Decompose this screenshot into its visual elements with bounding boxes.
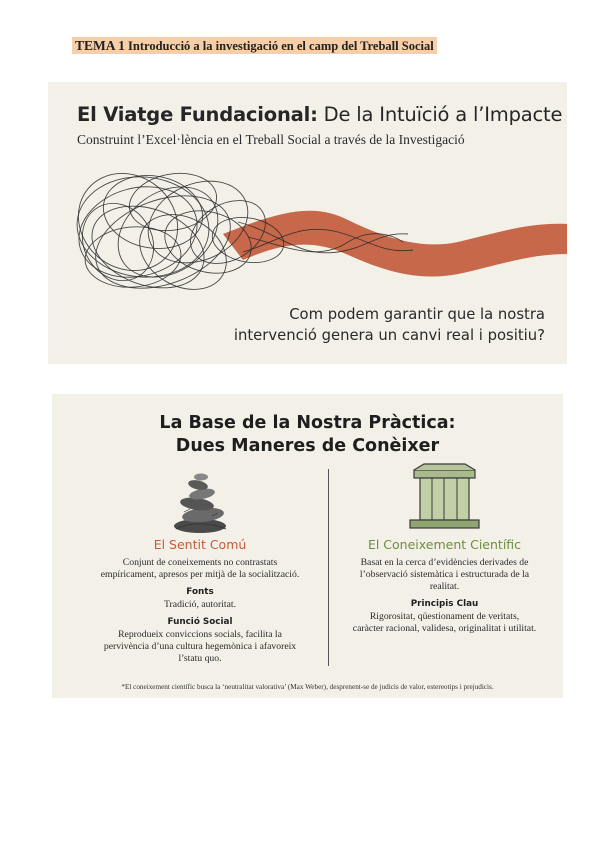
principis-clau-label: Principis Clau — [410, 599, 479, 609]
funcio-line: l’statu quo. — [178, 653, 222, 664]
description-line: Basat en la cerca d’evidències derivades de — [360, 557, 529, 568]
principis-line: caràcter racional, validesa, originalitat i utilitat. — [352, 623, 537, 634]
ribbon-shape — [223, 211, 567, 277]
tema-label: TEMA 1 — [75, 38, 125, 53]
principis-line: Rigorositat, qüestionament de veritats, — [369, 611, 520, 622]
slide-base-practica — [52, 394, 563, 698]
description-line: Conjunt de coneixements no contrastats — [122, 557, 278, 568]
coneixement-cientific-heading: El Coneixement Científic — [367, 537, 522, 552]
coneixement-cientific-description — [338, 557, 551, 593]
pillar-icon — [338, 462, 551, 534]
column-divider — [328, 469, 329, 666]
slide1-title-rest: De la Intuïció a l’Impacte — [317, 103, 563, 126]
sentit-comu-heading: El Sentit Comú — [153, 537, 247, 552]
question-line-1: Com podem garantir que la nostra — [289, 306, 545, 323]
slide2-title-line-2: Dues Maneres de Conèixer — [175, 436, 440, 456]
slide1-subtitle: Construint l’Excel·lència en el Treball Social a través de la Investigació — [77, 132, 465, 147]
funcio-social-text — [80, 629, 320, 665]
funcio-line: Reprodueix conviccions socials, facilita la — [118, 629, 282, 640]
slide2-title — [52, 412, 563, 458]
slide-viatge-fundacional — [48, 82, 567, 364]
description-line: realitat. — [429, 581, 460, 592]
slide1-title-bold: El Viatge Fundacional: — [77, 103, 318, 126]
column-coneixement-cientific — [338, 462, 551, 635]
slide2-title-line-1: La Base de la Nostra Pràctica: — [159, 413, 456, 433]
document-header — [72, 37, 437, 54]
principis-clau-text — [338, 611, 551, 635]
funcio-social-label: Funció Social — [167, 617, 233, 627]
tema-title: Introducció a la investigació en el camp del Treball Social — [128, 39, 434, 53]
description-line: l’observació sistemàtica i estructurada de la — [359, 569, 530, 580]
description-line: empíricament, apresos per mitjà de la socialització. — [100, 569, 300, 580]
funcio-line: pervivència d’una cultura hegemònica i afavoreix — [103, 641, 297, 652]
question-line-2: intervenció genera un canvi real i positiu? — [233, 327, 545, 344]
slide1-title — [77, 103, 562, 126]
column-sentit-comu — [80, 462, 320, 665]
sentit-comu-description — [80, 557, 320, 581]
stacked-stones-icon — [80, 462, 320, 534]
fonts-text: Tradició, autoritat. — [163, 599, 237, 610]
slide1-question — [234, 304, 545, 346]
footnote: *El coneixement científic busca la ‘neutralitat valorativa’ (Max Weber), desprenent-se de judicis de valor, estereotips i prejudicis. — [121, 683, 494, 691]
fonts-label: Fonts — [186, 587, 214, 597]
